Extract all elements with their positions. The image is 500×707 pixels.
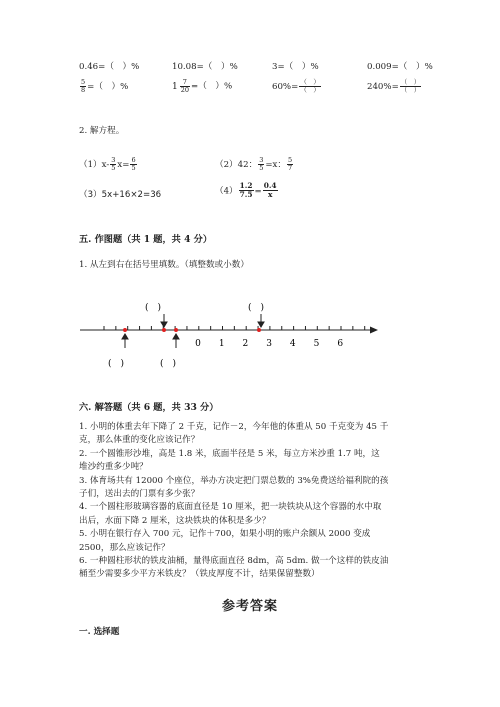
equation-1: （1）x- $\frac{3}{5}$ x= $\frac{6}{5}$ <box>79 156 136 172</box>
bracket-top-right: ( ) <box>248 303 265 313</box>
question-line: 出后，水面下降 2 厘米，这块铁块的体积是多少？ <box>79 515 271 526</box>
number-line <box>70 292 390 372</box>
number-label: 1 <box>218 339 225 349</box>
number-label: 4 <box>289 339 296 349</box>
question-line: 5. 小明在银行存入 700 元，记作＋700，如果小明的账户余额从 2000 变成 <box>79 529 371 540</box>
section-6-questions <box>79 421 388 582</box>
fill-item-10-08: 10.08=（ ）% <box>172 62 238 72</box>
equation-2: （2）42： $\frac{3}{5}$ =x： $\frac{5}{7}$ <box>215 156 293 172</box>
arrowhead-icon <box>370 327 378 334</box>
red-point-4 <box>257 328 261 332</box>
number-label: 2 <box>242 339 249 349</box>
question-line: 克，那么体重的变化应该记作？ <box>79 435 200 446</box>
bracket-bottom-right: ( ) <box>160 359 177 369</box>
question-line: 2500，那么应该记作？ <box>79 542 170 553</box>
question-line: 堆沙约重多少吨？ <box>79 462 148 473</box>
answer-key-title: 参考答案 <box>221 599 278 614</box>
number-label: 5 <box>313 339 320 349</box>
bracket-bottom-left: ( ) <box>108 359 125 369</box>
number-label: 3 <box>266 339 272 349</box>
q2-heading: 2. 解方程。 <box>79 126 125 136</box>
fill-item-3: 3=（ ）% <box>272 62 319 72</box>
question-line: 2. 一个圆锥形沙堆，高是 1.8 米，底面半径是 5 米，每立方米沙重 1.7 吨，这 <box>79 448 380 459</box>
number-label: 6 <box>337 339 344 349</box>
equation-3: （3）5x+16×2=36 <box>79 190 162 200</box>
fill-item-240-percent: 240%= $\frac{( )}{( )}$ <box>367 78 421 94</box>
fill-item-mixed-fraction: 1 $\frac{7}{20}$ =（ ）% <box>172 78 233 94</box>
equation-4: （4） $\frac{1.2}{7.5}$ = $\frac{0.4}{x}$ <box>215 181 277 200</box>
red-point-2 <box>162 328 166 332</box>
answer-key-subheading: 一. 选择题 <box>79 627 120 637</box>
fill-item-60-percent: 60%= $\frac{( )}{( )}$ <box>272 78 320 94</box>
question-line: 桶至少需要多少平方米铁皮？（铁皮厚度不计，结果保留整数） <box>79 569 320 580</box>
question-line: 6. 一种圆柱形状的铁皮油桶，量得底面直径 8dm，高 5dm. 做一个这样的铁皮油 <box>79 556 389 567</box>
number-label: 0 <box>195 339 201 349</box>
bracket-top-left: ( ) <box>145 303 162 313</box>
fill-item-0-46: 0.46=（ ）% <box>79 62 140 72</box>
section-5-question-1: 1. 从左到右在括号里填数。（填整数或小数） <box>79 260 249 270</box>
section-5-heading: 五. 作图题（共 1 题，共 4 分） <box>79 234 213 245</box>
question-line: 1. 小明的体重去年下降了 2 千克，记作－2，今年他的体重从 50 千克变为 45 千 <box>79 422 389 432</box>
red-point-1 <box>123 328 127 332</box>
fill-item-five-eighths: $\frac{5}{8}$ =（ ）% <box>81 78 129 94</box>
fill-item-0-009: 0.009=（ ）% <box>367 62 433 72</box>
question-line: 3. 体育场共有 12000 个座位，举办方决定把门票总数的 3%免费送给福利院的孩 <box>79 475 389 486</box>
question-line: 4. 一个圆柱形玻璃容器的底面直径是 10 厘米，把一块铁块从这个容器的水中取 <box>79 502 382 513</box>
red-point-3 <box>174 328 178 332</box>
section-6-heading: 六. 解答题（共 6 题，共 33 分） <box>79 402 219 413</box>
question-line: 子们，送出去的门票有多少张？ <box>79 489 200 500</box>
